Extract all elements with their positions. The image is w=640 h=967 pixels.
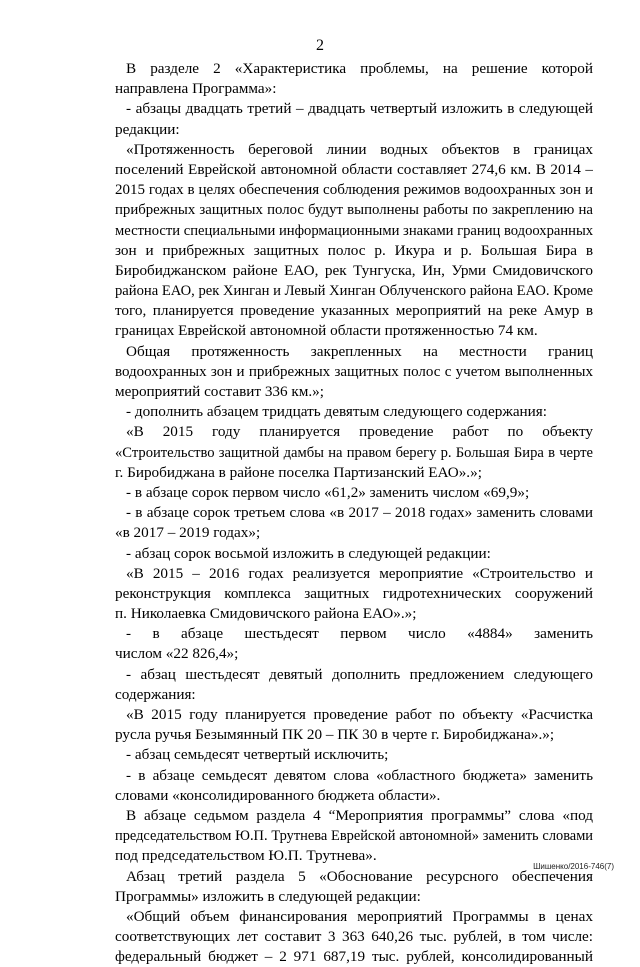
text-line: под председательством Ю.П. Трутнева».: [115, 847, 377, 865]
text-line: - в абзаце семьдесят девятом слова «областного бюджета» заменить: [126, 766, 593, 784]
text-line: Биробиджанском районе ЕАО, рек Тунгуска, Ин, Урми Смидовичского: [115, 261, 593, 279]
text-line: числом «22 826,4»;: [115, 645, 239, 663]
text-line: границах Еврейской автономной области протяженностью 74 км.: [115, 322, 538, 340]
text-line: Абзац третий раздела 5 «Обоснование ресурсного обеспечения: [126, 867, 593, 885]
text-line: - абзац сорок восьмой изложить в следующей редакции:: [126, 544, 491, 562]
text-line: - в абзаце сорок третьем слова «в 2017 – 2018 годах» заменить словами: [126, 504, 593, 522]
text-line: словами «консолидированного бюджета области».: [115, 786, 441, 804]
text-line: «В 2015 году планируется проведение работ по объекту «Расчистка: [126, 706, 593, 723]
text-line: направлена Программа»:: [115, 80, 277, 98]
text-line: - в абзаце шестьдесят первом число «4884» заменить: [126, 625, 593, 643]
text-line: прибрежных защитных полос будут выполнены работы по закреплению на: [115, 202, 593, 219]
text-line: русла ручья Безымянный ПК 20 – ПК 30 в черте г. Биробиджана».»;: [115, 726, 555, 744]
text-line: «В 2015 году планируется проведение работ по объекту: [126, 423, 593, 441]
text-line: «В 2015 – 2016 годах реализуется мероприятие «Строительство и: [126, 564, 593, 582]
text-line: содержания:: [115, 685, 196, 703]
text-line: «Общий объем финансирования мероприятий Программы в ценах: [126, 907, 593, 925]
text-line: местности специальными информационными знаками границ водоохранных: [115, 222, 593, 239]
text-line: «в 2017 – 2019 годах»;: [115, 524, 261, 542]
text-line: Общая протяженность закрепленных на местности границ: [126, 342, 593, 360]
text-line: - абзац семьдесят четвертый исключить;: [126, 746, 389, 764]
text-line: зон и прибрежных защитных полос р. Икура и р. Большая Бира в: [115, 241, 593, 259]
text-line: поселений Еврейской автономной области составляет 274,6 км. В 2014 –: [115, 160, 593, 178]
text-line: В абзаце седьмом раздела 4 “Мероприятия программы” слова «под: [126, 806, 593, 824]
text-line: - абзац шестьдесят девятый дополнить предложением следующего: [126, 665, 593, 683]
text-line: «Строительство защитной дамбы на правом берегу р. Большая Бира в черте: [115, 444, 593, 461]
text-line: «Протяженность береговой линии водных объектов в границах: [126, 140, 593, 158]
text-line: - абзацы двадцать третий – двадцать четвертый изложить в следующей: [126, 100, 593, 118]
text-line: того, планируется проведение указанных мероприятий на реке Амур в: [115, 302, 593, 320]
page-number: 2: [316, 37, 324, 54]
text-line: федеральный бюджет – 2 971 687,19 тыс. рублей, консолидированный: [115, 948, 593, 966]
text-line: редакции:: [115, 120, 180, 138]
text-line: В разделе 2 «Характеристика проблемы, на решение которой: [126, 60, 593, 77]
text-line: г. Биробиджана в районе поселка Партизанский ЕАО».»;: [115, 463, 482, 481]
text-line: мероприятий составит 336 км.»;: [115, 383, 324, 400]
footer-document-code: Шишенко/2016-746(7): [533, 862, 614, 871]
text-line: председательством Ю.П. Трутнева Еврейской автономной» заменить словами: [115, 828, 593, 845]
text-line: района ЕАО, рек Хинган и Левый Хинган Облученского района ЕАО. Кроме: [115, 283, 593, 300]
text-line: водоохранных зон и прибрежных защитных полос с учетом выполненных: [115, 363, 593, 380]
text-line: - дополнить абзацем тридцать девятым следующего содержания:: [126, 403, 548, 421]
text-line: Программы» изложить в следующей редакции:: [115, 887, 421, 905]
text-line: 2015 годах в целях обеспечения соблюдения режимов водоохранных зон и: [115, 182, 593, 199]
text-line: реконструкция комплекса защитных гидротехнических сооружений: [115, 584, 593, 602]
text-line: - в абзаце сорок первом число «61,2» заменить числом «69,9»;: [126, 483, 530, 501]
document-body: [115, 59, 593, 967]
text-line: п. Николаевка Смидовичского района ЕАО».»;: [115, 605, 417, 623]
text-line: соответствующих лет составит 3 363 640,26 тыс. рублей, в том числе:: [115, 928, 593, 946]
